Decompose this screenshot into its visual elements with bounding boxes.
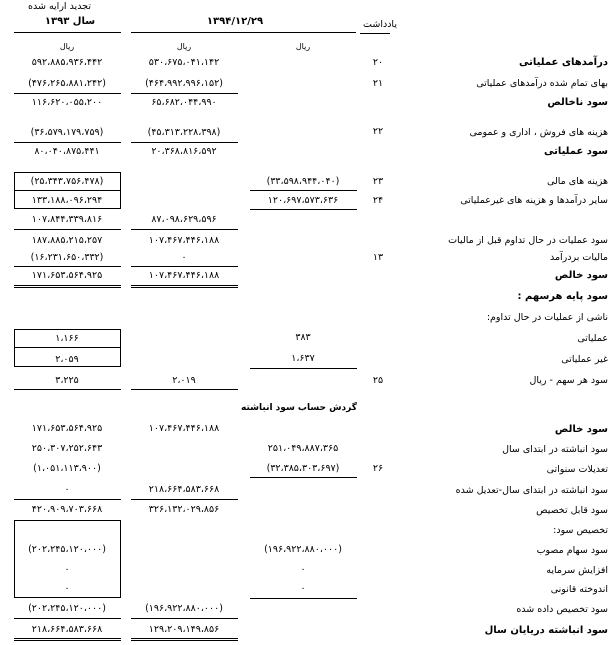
value-current-detail: ۱۲۰،۶۹۷،۵۷۳،۶۳۶ bbox=[267, 195, 339, 206]
total-rule bbox=[131, 389, 238, 390]
note-ref: ۲۶ bbox=[372, 463, 384, 474]
row-eps-non-operating: غیر عملیاتی bbox=[561, 354, 608, 365]
value-current: ۲۰،۳۶۸،۸۱۶،۵۹۲ bbox=[151, 146, 217, 157]
row-total-allocated: سود تخصیص داده شده bbox=[516, 604, 608, 615]
subtotal-rule bbox=[131, 266, 238, 267]
value-prior: ۰ bbox=[64, 564, 70, 575]
retained-earnings-section-title: گردش حساب سود انباشته bbox=[241, 403, 357, 413]
subtotal-rule bbox=[14, 229, 121, 230]
row-profit-before-tax: سود عملیات در حال تداوم قبل از مالیات bbox=[448, 235, 608, 246]
value-prior: ۸۰،۰۴۰،۸۷۵،۴۴۱ bbox=[34, 146, 100, 157]
subtotal-rule bbox=[250, 209, 357, 210]
value-current-detail: ۱،۶۳۷ bbox=[291, 353, 315, 364]
subtotal-rule bbox=[14, 266, 121, 267]
value-prior: ۱۱۶،۶۲۰،۰۵۵،۲۰۰ bbox=[31, 97, 103, 108]
value-current: ۱۰۷،۴۶۷،۴۴۶،۱۸۸ bbox=[148, 235, 220, 246]
value-prior: (۳۶،۵۷۹،۱۷۹،۷۵۹) bbox=[30, 127, 104, 138]
allocation-heading: تخصیص سود: bbox=[553, 525, 608, 536]
prior-year-heading: سال ۱۳۹۳ bbox=[44, 16, 96, 27]
value-prior: ۱۷۱،۶۵۳،۵۶۴،۹۲۵ bbox=[31, 423, 103, 434]
subtotal-rule bbox=[131, 93, 238, 94]
total-rule-double bbox=[14, 287, 121, 288]
value-prior: (۲۰۲،۲۴۵،۱۲۰،۰۰۰) bbox=[28, 603, 106, 614]
value-prior: ۲۱۸،۶۶۴،۵۸۳،۶۶۸ bbox=[31, 624, 103, 635]
value-prior: ۲۵۰،۳۰۷،۲۵۲،۶۴۳ bbox=[31, 443, 103, 454]
value-current: ۱۲۹،۲۰۹،۱۴۹،۸۵۶ bbox=[148, 624, 220, 635]
row-closing-retained-earnings: سود انباشته دریایان سال bbox=[484, 625, 608, 636]
subtotal-rule bbox=[14, 499, 121, 500]
value-current: (۱۹۶،۹۲۲،۸۸۰،۰۰۰) bbox=[145, 603, 223, 614]
row-other-non-operating: سایر درآمدها و هزینه های غیرعملیاتی bbox=[460, 195, 608, 206]
restated-label: تجدید ارایه شده bbox=[28, 1, 91, 12]
value-prior: ۰ bbox=[64, 583, 70, 594]
value-prior: ۱۰۷،۸۴۴،۳۳۹،۸۱۶ bbox=[31, 214, 103, 225]
note-column-heading: یادداشت bbox=[363, 19, 397, 30]
note-ref: ۲۵ bbox=[372, 375, 384, 386]
value-current-detail: (۱۹۶،۹۲۲،۸۸۰،۰۰۰) bbox=[264, 544, 342, 555]
value-current: ۵۳۰،۶۷۵،۰۴۱،۱۴۲ bbox=[148, 57, 220, 68]
total-rule-double bbox=[131, 287, 238, 288]
row-operating-revenue: درآمدهای عملیاتی bbox=[519, 57, 608, 68]
row-adjusted-opening-re: سود انباشته در ابتدای سال-تعدیل شده bbox=[455, 485, 608, 496]
eps-heading: سود پایه هرسهم : bbox=[517, 291, 608, 302]
row-operating-profit: سود عملیاتی bbox=[543, 146, 608, 157]
value-prior: (۴۷۶،۲۶۵،۸۸۱،۲۴۲) bbox=[28, 78, 106, 89]
row-prior-year-adjustments: تعدیلات سنواتی bbox=[546, 464, 608, 475]
value-current-detail: (۳۳،۵۹۸،۹۴۴،۰۴۰) bbox=[266, 176, 340, 187]
value-prior: ۱۷۱،۶۵۳،۵۶۴،۹۲۵ bbox=[31, 270, 103, 281]
currency-label-current: ریال bbox=[176, 42, 192, 51]
current-year-heading: ۱۳۹۴/۱۲/۲۹ bbox=[206, 16, 264, 27]
row-eps-operating: عملیاتی bbox=[577, 333, 608, 344]
row-opening-retained-earnings: سود انباشته در ابتدای سال bbox=[502, 444, 608, 455]
row-eps-total: سود هر سهم - ریال bbox=[529, 375, 608, 386]
value-prior: (۲۰۲،۲۴۵،۱۲۰،۰۰۰) bbox=[28, 544, 106, 555]
subtotal-rule bbox=[131, 229, 238, 230]
value-current: ۶۵،۶۸۲،۰۴۴،۹۹۰ bbox=[151, 97, 217, 108]
value-prior: ۴۲۰،۹۰۹،۷۰۳،۶۶۸ bbox=[31, 504, 103, 515]
row-selling-admin-expenses: هزینه های فروش ، اداری و عمومی bbox=[469, 127, 608, 138]
row-income-tax: مالیات بردرآمد bbox=[549, 252, 608, 263]
subtotal-rule bbox=[131, 618, 238, 619]
value-current-detail: ۰ bbox=[300, 564, 306, 575]
value-prior: ۱۳۳،۱۸۸،۰۹۶،۲۹۴ bbox=[31, 195, 103, 206]
total-rule bbox=[131, 285, 238, 286]
prior-year-underline bbox=[14, 32, 121, 33]
value-current-detail: ۰ bbox=[300, 583, 306, 594]
row-capital-increase: افزایش سرمایه bbox=[546, 565, 608, 576]
total-rule bbox=[14, 285, 121, 286]
value-current-detail: ۲۵۱،۰۴۹،۸۸۷،۳۶۵ bbox=[267, 443, 339, 454]
subtotal-rule bbox=[131, 142, 238, 143]
row-legal-reserve: اندوخته قانونی bbox=[550, 584, 608, 595]
value-current: ۱۰۷،۴۶۷،۴۴۶،۱۸۸ bbox=[148, 270, 220, 281]
value-current: ۲،۰۱۹ bbox=[172, 375, 196, 386]
note-heading-underline bbox=[360, 33, 390, 34]
eps-continuing-ops-heading: ناشی از عملیات در حال تداوم: bbox=[486, 312, 608, 323]
value-current: (۴۵،۳۱۳،۲۲۸،۳۹۸) bbox=[147, 127, 221, 138]
row-divider bbox=[14, 190, 121, 191]
currency-label-current-detail: ریال bbox=[295, 42, 311, 51]
row-re-net-profit: سود خالص bbox=[554, 424, 608, 435]
subtotal-rule bbox=[131, 499, 238, 500]
row-financial-costs: هزینه های مالی bbox=[546, 176, 608, 187]
value-current: ۸۷،۰۹۸،۶۲۹،۵۹۶ bbox=[151, 214, 217, 225]
row-divider bbox=[14, 347, 121, 348]
value-current-detail: (۳۲،۳۸۵،۳۰۳،۶۹۷) bbox=[266, 463, 340, 474]
row-approved-dividends: سود سهام مصوب bbox=[536, 545, 608, 556]
value-current: ۳۲۶،۱۳۲،۰۲۹،۸۵۶ bbox=[148, 504, 220, 515]
total-rule bbox=[14, 389, 121, 390]
total-rule-double bbox=[131, 640, 238, 641]
value-prior: ۱۸۷،۸۸۵،۲۱۵،۲۵۷ bbox=[31, 235, 103, 246]
value-current: ۰ bbox=[181, 252, 187, 263]
total-rule bbox=[14, 638, 121, 639]
value-prior: ۵۹۲،۸۸۵،۹۳۶،۴۴۲ bbox=[31, 57, 103, 68]
note-ref: ۲۱ bbox=[372, 78, 384, 89]
subtotal-rule bbox=[14, 618, 121, 619]
value-current: (۴۶۴،۹۹۲،۹۹۶،۱۵۲) bbox=[145, 78, 223, 89]
total-rule bbox=[131, 638, 238, 639]
subtotal-rule bbox=[250, 368, 357, 369]
note-ref: ۲۲ bbox=[372, 126, 384, 137]
value-prior: ۰ bbox=[64, 484, 70, 495]
subtotal-rule bbox=[14, 93, 121, 94]
note-ref: ۱۳ bbox=[372, 252, 384, 263]
row-gross-profit: سود ناخالص bbox=[547, 97, 608, 108]
value-prior: (۱،۰۵۱،۱۱۳،۹۰۰) bbox=[33, 463, 101, 474]
current-year-underline bbox=[131, 32, 356, 33]
value-prior: ۲،۰۵۹ bbox=[55, 354, 79, 365]
subtotal-rule bbox=[250, 477, 357, 478]
value-current-detail: ۳۸۳ bbox=[295, 332, 311, 343]
value-prior: ۱،۱۶۶ bbox=[55, 333, 79, 344]
subtotal-rule bbox=[250, 598, 357, 599]
row-distributable-profit: سود قابل تخصیص bbox=[536, 505, 608, 516]
row-divider bbox=[250, 190, 357, 191]
note-ref: ۲۳ bbox=[372, 176, 384, 187]
value-prior: ۳،۲۲۵ bbox=[55, 375, 79, 386]
value-prior: (۲۵،۳۴۳،۷۵۶،۴۷۸) bbox=[30, 176, 104, 187]
note-ref: ۲۴ bbox=[372, 195, 384, 206]
row-cost-of-revenue: بهای تمام شده درآمدهای عملیاتی bbox=[476, 78, 608, 89]
currency-label-prior: ریال bbox=[59, 42, 75, 51]
row-net-profit: سود خالص bbox=[554, 270, 608, 281]
total-rule-double bbox=[14, 640, 121, 641]
note-ref: ۲۰ bbox=[372, 57, 384, 68]
value-current: ۱۰۷،۴۶۷،۴۴۶،۱۸۸ bbox=[148, 423, 220, 434]
subtotal-rule bbox=[14, 142, 121, 143]
value-prior: (۱۶،۲۳۱،۶۵۰،۳۳۲) bbox=[30, 252, 104, 263]
value-current: ۲۱۸،۶۶۴،۵۸۳،۶۶۸ bbox=[148, 484, 220, 495]
